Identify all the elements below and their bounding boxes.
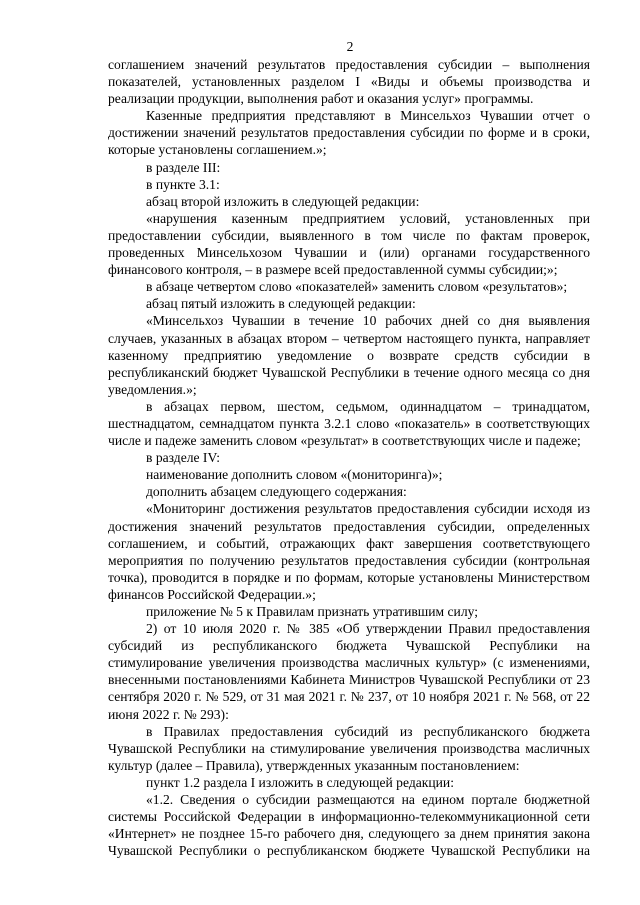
paragraph: абзац пятый изложить в следующей редакции: [146,296,416,312]
paragraph: соглашением значений результатов предоставления субсидии – выполнения показателей, установленных разделом I «Виды и объемы производства и реализации продукции, выполнения работ и оказания услуг» программы. [108,57,590,107]
paragraph: наименование дополнить словом «(мониторинга)»; [146,467,443,483]
paragraph: в Правилах предоставления субсидий из республиканского бюджета Чувашской Республики на стимулирование увеличения производства масличных культур (далее – Правила), утвержденных указанным постановлением: [108,723,590,773]
paragraph: в разделе IV: [146,450,221,466]
paragraph: «нарушения казенным предприятием условий, установленных при предоставлении субсидии, выявленного в том числе по фактам проверок, проведенных Минсельхозом Чувашии и (или) органами государственного финансового контроля, – в размере всей предоставленной суммы субсидии;»; [108,210,590,278]
paragraph: «Минсельхоз Чувашии в течение 10 рабочих дней со дня выявления случаев, указанных в абзацах втором – четвертом настоящего пункта, направляет казенному предприятию уведомление о возврате средств субсидии в республиканский бюджет Чувашской Республики в течение одного месяца со дня уведомления.»; [108,313,590,397]
paragraph: 2) от 10 июля 2020 г. № 385 «Об утверждении Правил предоставления субсидий из республиканского бюджета Чувашской Республики на стимулирование увеличения производства масличных культур» (с изменениями, внесенными постановлениями Кабинета Министров Чувашской Республики от 23 сентября 2020 г. № 529, от 31 мая 2021 г. № 237, от 10 ноября 2021 г. № 568, от 22 июня 2022 г. № 293): [108,621,590,722]
paragraph: в пункте 3.1: [146,176,220,192]
page-number: 2 [346,39,354,54]
paragraph: Казенные предприятия представляют в Минсельхоз Чувашии отчет о достижении значений результатов предоставления субсидии по форме и в сроки, которые установлены соглашением.»; [108,108,590,158]
paragraph: «Мониторинг достижения результатов предоставления субсидии исходя из достижения значений результатов предоставления субсидии, определенных соглашением, и событий, отражающих факт завершения соответствующего мероприятия по получению результатов предоставления субсидии (контрольная точка), проводится в порядке и по формам, которые установлены Министерством финансов Российской Федерации.»; [108,501,590,602]
paragraph: в разделе III: [146,159,221,175]
paragraph: приложение № 5 к Правилам признать утратившим силу; [146,604,478,619]
paragraph: дополнить абзацем следующего содержания: [146,484,407,500]
document-body [108,56,590,859]
paragraph: абзац второй изложить в следующей редакции: [146,193,420,209]
paragraph: «1.2. Сведения о субсидии размещаются на едином портале бюджетной системы Российской Федерации в информационно-телекоммуникационной сети «Интернет» не позднее 15-го рабочего дня, следующего за днем принятия закона Чувашской Республики о республиканском бюджете Чувашской Республики на [108,792,590,859]
paragraph: в абзацах первом, шестом, седьмом, одиннадцатом – тринадцатом, шестнадцатом, семнадцатом пункта 3.2.1 слово «показатель» в соответствующих числе и падеже заменить словом «результат» в соответствующих числе и падеже; [108,398,590,449]
paragraph: пункт 1.2 раздела I изложить в следующей редакции: [146,774,454,790]
paragraph: в абзаце четвертом слово «показателей» заменить словом «результатов»; [146,279,568,295]
